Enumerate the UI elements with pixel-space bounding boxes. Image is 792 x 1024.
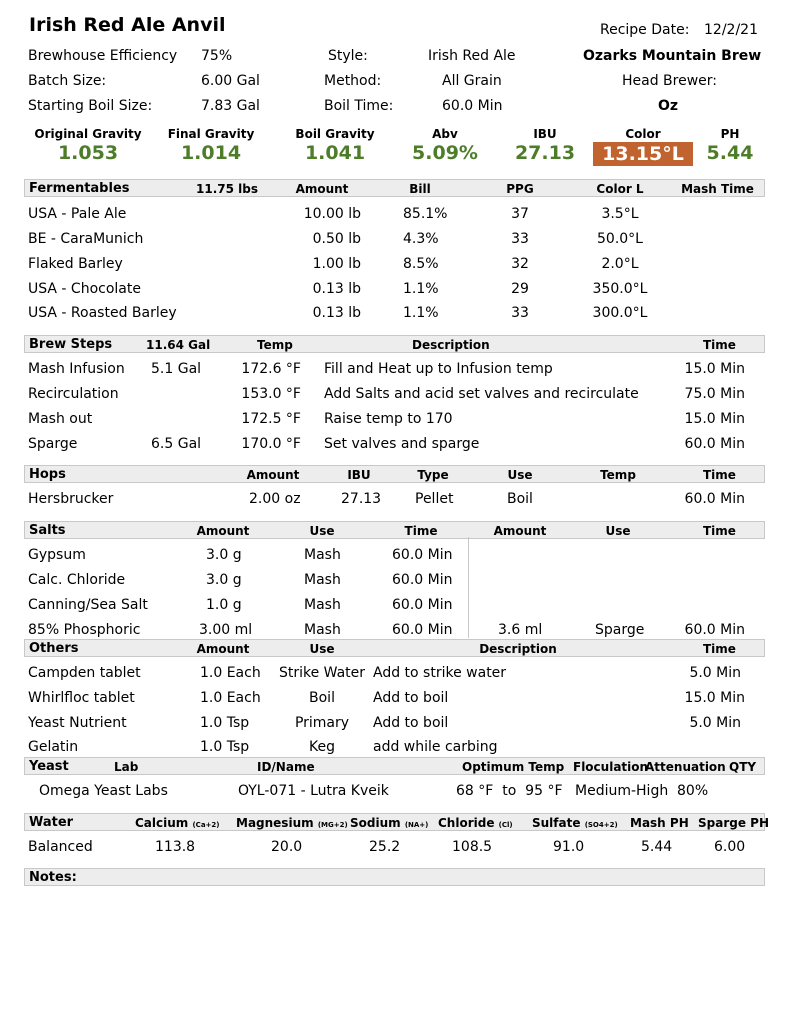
other-use: Primary (294, 715, 350, 731)
step-time: 15.0 Min (684, 361, 745, 377)
hops-title: Hops (29, 467, 66, 482)
efficiency-label: Brewhouse Efficiency (28, 48, 178, 64)
yeast-temp: 68 °F to 95 °F (456, 783, 563, 799)
other-time: 5.0 Min (689, 715, 741, 731)
step-temp: 172.5 °F (241, 411, 301, 427)
ph-value: 5.44 (706, 142, 754, 164)
other-description: add while carbing (373, 739, 498, 755)
brew-steps-col-desc: Description (412, 338, 490, 352)
fermentable-bill: 1.1% (403, 281, 439, 297)
salt-amount: 3.00 ml (199, 622, 253, 638)
water-magnesium: 20.0 (271, 839, 303, 855)
others-header-bar (24, 639, 765, 657)
method-value: All Grain (442, 73, 502, 89)
yeast-col-floc: Floculation (573, 760, 649, 774)
fg-value: 1.014 (180, 142, 242, 164)
yeast-col-id: ID/Name (257, 760, 315, 774)
bg-label: Boil Gravity (295, 127, 375, 141)
water-title: Water (29, 815, 74, 830)
step-name: Sparge (28, 436, 78, 452)
salt-name: Gypsum (28, 547, 86, 563)
abv-value: 5.09% (412, 142, 478, 164)
recipe-title: Irish Red Ale Anvil (29, 14, 226, 36)
other-name: Campden tablet (28, 665, 141, 681)
yeast-id: OYL-071 - Lutra Kveik (238, 783, 389, 799)
other-name: Gelatin (28, 739, 79, 755)
salt-name: 85% Phosphoric (28, 622, 141, 638)
fermentable-ppg: 37 (511, 206, 529, 222)
fg-label: Final Gravity (167, 127, 255, 141)
fermentables-col-color: Color L (596, 182, 644, 196)
step-name: Recirculation (28, 386, 119, 402)
other-use: Boil (309, 690, 335, 706)
fermentable-bill: 85.1% (403, 206, 448, 222)
notes-title: Notes: (29, 870, 77, 885)
batch-label: Batch Size: (28, 73, 107, 89)
fermentable-ppg: 32 (511, 256, 529, 272)
salt-use: Mash (304, 597, 341, 613)
hop-amount: 2.00 oz (249, 491, 301, 507)
other-name: Whirlfloc tablet (28, 690, 135, 706)
style-value: Irish Red Ale (428, 48, 516, 64)
head-brewer-label: Head Brewer: (622, 73, 718, 89)
water-col-sodium: Sodium (NA+) (350, 816, 429, 830)
water-col-chloride: Chloride (Cl) (438, 816, 513, 830)
efficiency-value: 75% (201, 48, 233, 64)
fermentable-bill: 4.3% (403, 231, 439, 247)
fermentable-amount: 0.50 lb (312, 231, 361, 247)
water-col-sparge-ph: Sparge PH (698, 816, 769, 830)
salts-divider (468, 537, 469, 638)
og-value: 1.053 (57, 142, 119, 164)
other-use: Strike Water (278, 665, 366, 681)
salt-time: 60.0 Min (392, 597, 453, 613)
water-sulfate: 91.0 (553, 839, 585, 855)
salts-col-amount: Amount (196, 524, 250, 538)
step-description: Add Salts and acid set valves and recirculate (324, 386, 639, 402)
others-col-amount: Amount (196, 642, 250, 656)
water-col-sulfate: Sulfate (SO4+2) (532, 816, 618, 830)
step-time: 15.0 Min (684, 411, 745, 427)
step-name: Mash Infusion (28, 361, 125, 377)
other-description: Add to boil (373, 690, 449, 706)
salt-name: Canning/Sea Salt (28, 597, 148, 613)
yeast-col-qty: QTY (729, 760, 757, 774)
hops-col-type: Type (417, 468, 449, 482)
yeast-col-lab: Lab (114, 760, 139, 774)
salt-amount: 3.0 g (206, 547, 242, 563)
color-label: Color (625, 127, 661, 141)
water-col-calcium: Calcium (Ca+2) (135, 816, 220, 830)
ibu-value: 27.13 (514, 142, 576, 164)
salts-col-use2: Use (605, 524, 631, 538)
brew-steps-header-bar (24, 335, 765, 353)
step-description: Set valves and sparge (324, 436, 480, 452)
other-description: Add to boil (373, 715, 449, 731)
step-description: Raise temp to 170 (324, 411, 453, 427)
salt-amount: 1.0 g (206, 597, 242, 613)
fermentable-bill: 1.1% (403, 305, 439, 321)
salt-name: Calc. Chloride (28, 572, 126, 588)
fermentables-header-bar (24, 179, 765, 197)
hop-use: Boil (507, 491, 533, 507)
fermentable-amount: 1.00 lb (312, 256, 361, 272)
salt-amount-sparge: 3.6 ml (498, 622, 543, 638)
step-name: Mash out (28, 411, 93, 427)
method-label: Method: (324, 73, 382, 89)
water-sodium: 25.2 (369, 839, 401, 855)
salt-amount: 3.0 g (206, 572, 242, 588)
brew-steps-col-temp: Temp (257, 338, 293, 352)
other-use: Keg (309, 739, 335, 755)
water-mash-ph: 5.44 (641, 839, 673, 855)
hops-col-temp: Temp (600, 468, 636, 482)
others-col-use: Use (309, 642, 335, 656)
step-temp: 153.0 °F (241, 386, 301, 402)
boil-time-value: 60.0 Min (442, 98, 503, 114)
salt-time: 60.0 Min (392, 547, 453, 563)
fermentable-color: 3.5°L (601, 206, 639, 222)
water-col-mash-ph: Mash PH (630, 816, 689, 830)
other-name: Yeast Nutrient (28, 715, 127, 731)
step-volume: 6.5 Gal (151, 436, 202, 452)
yeast-atten: 80% (677, 783, 709, 799)
salts-col-time: Time (404, 524, 438, 538)
fermentable-amount: 0.13 lb (312, 305, 361, 321)
notes-header-bar (24, 868, 765, 886)
fermentable-color: 300.0°L (592, 305, 648, 321)
fermentables-col-ppg: PPG (506, 182, 534, 196)
step-temp: 172.6 °F (241, 361, 301, 377)
fermentable-color: 50.0°L (597, 231, 643, 247)
step-time: 60.0 Min (684, 436, 745, 452)
boil-time-label: Boil Time: (324, 98, 394, 114)
fermentables-col-bill: Bill (409, 182, 431, 196)
fermentable-name: BE - CaraMunich (28, 231, 144, 247)
salt-use: Mash (304, 622, 341, 638)
fermentable-color: 350.0°L (592, 281, 648, 297)
hop-name: Hersbrucker (28, 491, 114, 507)
salt-time: 60.0 Min (392, 622, 453, 638)
og-label: Original Gravity (34, 127, 142, 141)
fermentables-title: Fermentables (29, 181, 130, 196)
fermentable-ppg: 33 (511, 231, 529, 247)
fermentable-name: USA - Pale Ale (28, 206, 127, 222)
water-chloride: 108.5 (452, 839, 493, 855)
brew-steps-col-time: Time (703, 338, 736, 352)
fermentable-name: USA - Chocolate (28, 281, 141, 297)
brew-steps-title: Brew Steps (29, 337, 113, 352)
style-label: Style: (328, 48, 368, 64)
fermentable-color: 2.0°L (601, 256, 639, 272)
other-amount: 1.0 Each (200, 665, 261, 681)
hops-col-use: Use (507, 468, 533, 482)
yeast-floc: Medium-High (575, 783, 669, 799)
fermentable-name: USA - Roasted Barley (28, 305, 177, 321)
batch-value: 6.00 Gal (201, 73, 260, 89)
salt-use: Mash (304, 547, 341, 563)
fermentable-name: Flaked Barley (28, 256, 123, 272)
other-time: 15.0 Min (684, 690, 745, 706)
others-title: Others (29, 641, 79, 656)
salt-time-sparge: 60.0 Min (684, 622, 745, 638)
water-profile-name: Balanced (28, 839, 93, 855)
salt-use: Mash (304, 572, 341, 588)
abv-label: Abv (432, 127, 458, 141)
ph-label: PH (720, 127, 740, 141)
hops-col-amount: Amount (246, 468, 300, 482)
hop-type: Pellet (415, 491, 454, 507)
water-calcium: 113.8 (155, 839, 196, 855)
fermentable-ppg: 33 (511, 305, 529, 321)
salt-time: 60.0 Min (392, 572, 453, 588)
water-col-magnesium: Magnesium (MG+2) (236, 816, 348, 830)
color-swatch: 13.15°L (593, 142, 693, 166)
step-volume: 5.1 Gal (151, 361, 202, 377)
other-time: 5.0 Min (689, 665, 741, 681)
hop-ibu: 27.13 (341, 491, 382, 507)
hops-col-ibu: IBU (347, 468, 371, 482)
recipe-date: 12/2/21 (704, 22, 758, 38)
fermentable-amount: 0.13 lb (312, 281, 361, 297)
bg-value: 1.041 (304, 142, 366, 164)
hop-time: 60.0 Min (684, 491, 745, 507)
salt-use-sparge: Sparge (595, 622, 645, 638)
fermentables-col-mashtime: Mash Time (681, 182, 754, 196)
hops-col-time: Time (703, 468, 736, 482)
salts-col-use: Use (309, 524, 335, 538)
hops-header-bar (24, 465, 765, 483)
step-time: 75.0 Min (684, 386, 745, 402)
boil-size-value: 7.83 Gal (201, 98, 260, 114)
yeast-title: Yeast (29, 759, 69, 774)
step-description: Fill and Heat up to Infusion temp (324, 361, 553, 377)
yeast-col-atten: Attenuation (645, 760, 726, 774)
fermentable-amount: 10.00 lb (303, 206, 361, 222)
ibu-label: IBU (533, 127, 557, 141)
recipe-date-label: Recipe Date: (600, 22, 690, 38)
yeast-lab: Omega Yeast Labs (39, 783, 168, 799)
salts-header-bar (24, 521, 765, 539)
other-amount: 1.0 Each (200, 690, 261, 706)
step-temp: 170.0 °F (241, 436, 301, 452)
salts-col-time2: Time (703, 524, 736, 538)
other-description: Add to strike water (373, 665, 507, 681)
boil-size-label: Starting Boil Size: (28, 98, 153, 114)
brewery-name: Ozarks Mountain Brew (583, 48, 762, 64)
fermentable-ppg: 29 (511, 281, 529, 297)
salts-title: Salts (29, 523, 66, 538)
salts-col-amount2: Amount (493, 524, 547, 538)
head-brewer-value: Oz (658, 98, 679, 114)
water-sparge-ph: 6.00 (714, 839, 746, 855)
others-col-time: Time (703, 642, 736, 656)
fermentables-col-amount: Amount (295, 182, 349, 196)
others-col-desc: Description (479, 642, 557, 656)
fermentable-bill: 8.5% (403, 256, 439, 272)
other-amount: 1.0 Tsp (200, 739, 250, 755)
brew-steps-total: 11.64 Gal (146, 338, 211, 352)
yeast-col-temp: Optimum Temp (462, 760, 565, 774)
other-amount: 1.0 Tsp (200, 715, 250, 731)
fermentables-total: 11.75 lbs (196, 182, 258, 196)
